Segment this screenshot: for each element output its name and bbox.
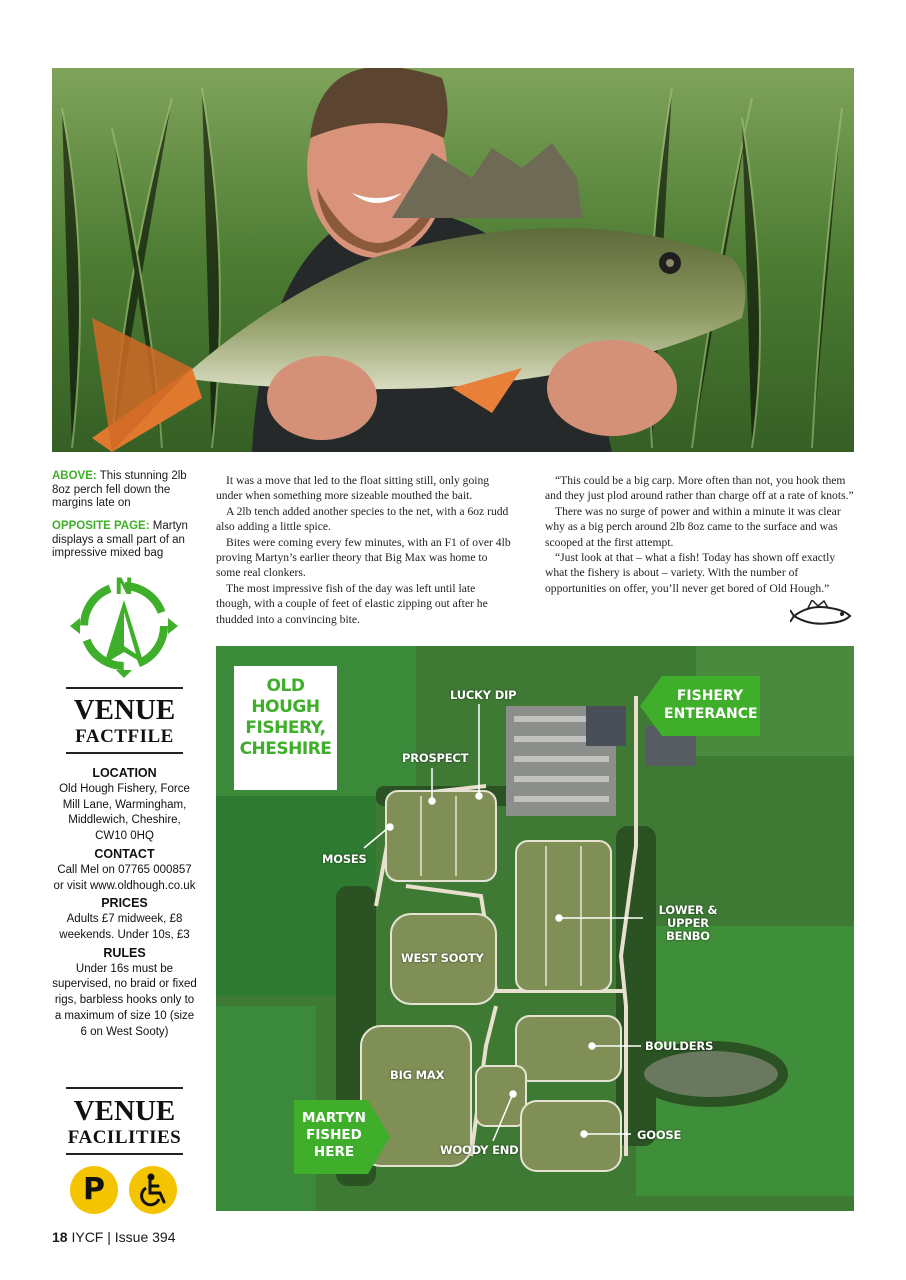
rules-heading: RULES <box>103 945 146 960</box>
lake-label-prospect: PROSPECT <box>402 751 469 765</box>
page-footer <box>52 1229 176 1245</box>
factfile-heading-bottom: FACTFILE <box>75 726 174 747</box>
article-paragraph: There was no surge of power and within a minute it was clear why as a big perch around 2lb 8oz came to the surface and was scooped at the first attempt. <box>545 504 841 549</box>
caption-opposite-lead: OPPOSITE PAGE: <box>52 520 150 532</box>
divider <box>66 1153 183 1155</box>
contact-text: Call Mel on 07765 000857 or visit www.oldhough.co.uk <box>53 863 196 892</box>
hero-photo <box>52 68 854 452</box>
lake-label-lucky-dip: LUCKY DIP <box>450 688 517 702</box>
article-paragraph: A 2lb tench added another species to the net, with a 6oz rudd also adding a little spice. <box>216 504 509 534</box>
lake-label-west-sooty: WEST SOOTY <box>401 951 484 965</box>
location-heading: LOCATION <box>92 766 157 780</box>
map-title: OLD HOUGH FISHERY, CHESHIRE <box>239 676 332 759</box>
article-paragraph: Bites were coming every few minutes, with an F1 of over 4lb proving Martyn’s earlier theory that Big Max was home to some real clonkers. <box>216 535 511 580</box>
parking-icon <box>70 1166 118 1214</box>
fishery-map <box>216 646 854 1211</box>
lake-label-moses: MOSES <box>322 852 367 866</box>
caption-opposite-text: Martyn displays a small part of an impressive mixed bag <box>52 520 188 559</box>
lake-label-big-max: BIG MAX <box>390 1068 445 1082</box>
contact-heading: CONTACT <box>94 846 155 861</box>
divider <box>66 752 183 754</box>
rules-text: Under 16s must be supervised, no braid or fixed rigs, barbless hooks only to a maximum of size 10 (size 6 on West Sooty) <box>52 962 197 1038</box>
article-paragraph: It was a move that led to the float sitting still, only going under when something more sizeable mouthed the bait. <box>216 474 490 503</box>
page-number: 18 <box>52 1229 68 1245</box>
magazine-name: IYCF <box>71 1229 104 1245</box>
caption-above-lead: ABOVE: <box>52 470 97 482</box>
parking-letter: P <box>83 1172 105 1207</box>
lake-label-boulders: BOULDERS <box>645 1039 714 1053</box>
martyn-fished-here-label: MARTYN FISHED HERE <box>302 1110 366 1160</box>
lake-label-goose: GOOSE <box>637 1128 682 1142</box>
article-paragraph: The most impressive fish of the day was left until late though, with a couple of feet of elastic zipping out after he thudded into a convincing bite. <box>216 581 488 626</box>
prices-heading: PRICES <box>101 896 148 911</box>
caption-opposite <box>52 520 200 561</box>
facilities-heading-top: VENUE <box>73 1095 176 1127</box>
fishery-entrance-label: FISHERY ENTERANCE <box>664 688 758 722</box>
location-text: Old Hough Fishery, Force Mill Lane, Warmingham, Middlewich, Cheshire, CW10 0HQ <box>59 782 190 843</box>
end-of-article-fish-icon <box>790 600 854 628</box>
article-paragraph: “Just look at that – what a fish! Today has shown off exactly what the fishery is about – variety. With the number of opportunities on offer, you’ll never get bored of Old Hough.” <box>545 551 836 595</box>
angler-with-perch-illustration <box>52 68 854 452</box>
divider <box>66 1087 183 1089</box>
factfile-info <box>52 764 197 1041</box>
article-column-2 <box>545 473 854 596</box>
divider <box>66 687 183 689</box>
compass-icon <box>70 572 178 680</box>
map-leader-lines <box>216 646 854 1211</box>
factfile-heading-top: VENUE <box>73 694 176 726</box>
article-paragraph: “This could be a big carp. More often than not, you hook them and they just plod around rather than charge off at a rate of knots.” <box>545 474 854 503</box>
lake-label-woody-end: WOODY END <box>440 1143 519 1157</box>
caption-above <box>52 470 200 511</box>
caption-above-text: This stunning 2lb 8oz perch fell down the margins late on <box>52 470 187 509</box>
wheelchair-icon <box>129 1166 177 1214</box>
article-column-1 <box>216 473 512 627</box>
footer-separator: | <box>107 1229 111 1245</box>
lake-label-lower-upper-benbo: LOWER & UPPER BENBO <box>658 903 718 943</box>
prices-text: Adults £7 midweek, £8 weekends. Under 10s, £3 <box>59 913 190 941</box>
facilities-heading-bottom: FACILITIES <box>67 1127 182 1148</box>
compass-north-letter: N <box>114 575 134 600</box>
issue-number: Issue 394 <box>114 1229 176 1245</box>
